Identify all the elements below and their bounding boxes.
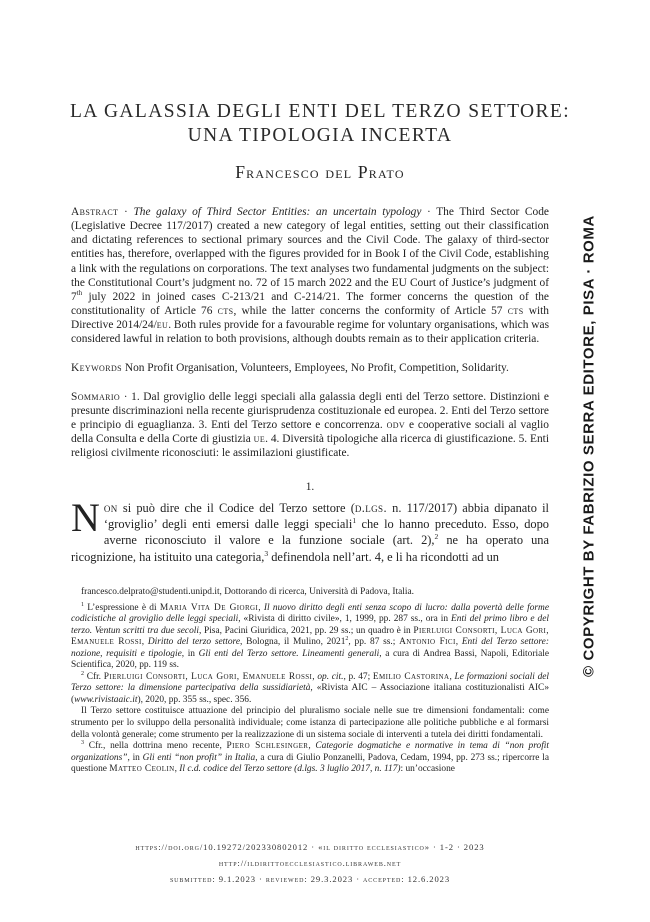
fn-work-title: Le formazioni sociali del Terzo settore: la dimensione partecipativa della sussidiarietà [71,671,550,694]
keywords [71,361,549,375]
fn-text: , [455,637,462,648]
author-email: francesco.delprato@studenti.unipd.it, Dottorando di ricerca, Università di Padova, Italia. [81,587,415,597]
footnote-ref-1[interactable]: 1 [352,516,357,526]
body-paragraph [71,495,550,565]
summary-text-2: e cooperative sociali al vaglio della Consulta e della Corte di giustizia [71,419,549,446]
abstract [71,205,549,347]
fn-author: Maria Vita De Giorgi [159,602,259,613]
fn-text: , «Rivista AIC – Associazione italiana costituzionalisti AIC» ( [71,683,550,705]
abstract-text-5: . Both rules provide for a favourable regime for voluntary organisations, which was considered lawful in relation to both provisions, although doubts remain as to their application criteria. [71,319,550,346]
body-text-1: si può dire che il Codice del Terzo settore ( [117,501,355,515]
doi-line[interactable]: https://doi.org/10.19272/202330802012 · «il diritto ecclesiastico» · 1-2 · 2023 [135,842,485,852]
fn-url[interactable]: www.rivistaaic.it [74,694,138,705]
fn-text: , in [181,648,199,659]
fn-text: , Pisa, Pacini Giuridica, 2021, pp. 29 ss.; un quadro è in [199,625,414,636]
abstract-text-2: july 2022 in joined cases C-213/21 and C-214/21. The former concerns the question of the constitutionality of Article 76 [71,290,549,318]
journal-url[interactable]: http://ildirittoecclesiastico.libraweb.net [218,858,402,868]
article-title [50,100,590,148]
fn-edition-sup: 2 [345,636,349,643]
fn-text: , «Rivista di diritto civile», 1, 1999, pp. 287 ss., ora in [238,614,452,625]
body-text-4: ne ha operato una ricognizione, ha istituito una categoria, [71,533,549,564]
footnote-1 [71,603,549,672]
abbr-cts: cts [507,305,524,318]
fn-text: : un’occasione [400,764,455,775]
title-line-1: LA GALASSIA DEGLI ENTI DEL TERZO SETTORE: [69,101,571,122]
fn-author: Antonio Fici [399,637,456,648]
fn-work-title: Diritto del terzo settore [147,637,241,648]
fn-author: Pierluigi Consorti, Luca Gori, Emanuele Rossi [71,625,549,648]
fn-work-title: op. cit. [317,671,344,682]
copyright-text: © COPYRIGHT BY FABRIZIO SERRA EDITORE, PISA · ROMA [580,215,598,677]
ordinal-suffix: th [76,289,83,298]
fn-text: , [312,671,318,682]
keywords-label: Keywords [71,362,122,374]
fn-text: , [449,671,455,682]
fn-work-title: Enti del primo libro e del terzo. Ventun scritti tra due secoli [71,614,550,636]
body-text-3: che lo hanno preceduto. Esso, dopo averne riconosciuto il valore e la funzione sociale (art. 2), [103,517,549,548]
fn-work-title: Gli enti “non profit” in Italia [142,752,256,763]
fn-work-title: Il nuovo diritto degli enti senza scopo di lucro: dalla povertà delle forme codicistiche al groviglio delle leggi speciali [71,602,549,625]
title-line-2: UNA TIPOLOGIA INCERTA [187,125,453,146]
fn-text: , a cura di Andrea Bassi, Napoli, Editoriale Scientifica, 2020, pp. 119 ss. [71,648,550,671]
keywords-text: Non Profit Organisation, Volunteers, Employees, No Profit, Competition, Solidarity. [124,362,509,374]
body-smallcaps-start: on [103,501,118,515]
fn-work-title: Il c.d. codice del Terzo settore (d.lgs. 3 luglio 2017, n. 117) [179,764,401,775]
abbr-ue: ue [253,433,266,446]
footnote-3 [71,741,549,776]
fn-work-title: Enti del Terzo settore: nozione, requisiti e tipologie [71,637,549,659]
author-affiliation [71,587,549,599]
submission-dates: submitted: 9.1.2023 · reviewed: 29.3.2023 · accepted: 12.6.2023 [169,874,451,884]
fn-text: , [174,764,180,775]
abstract-text-3: , while the latter concerns the conformity of Article 57 [233,305,508,318]
fn-text: , [308,741,316,752]
fn-text: Cfr. [84,671,104,682]
footnote-3-number: 3 [81,739,84,746]
section-number: 1. [305,481,315,493]
fn-text: , [258,602,264,613]
summary-text-3: . 4. Diversità tipologiche alla ricerca di giustificazione. 5. Enti religiosi civilmente riconosciuti: le assimilazioni giustificate. [71,433,549,460]
summary [71,390,549,460]
footnote-ref-2[interactable]: 2 [434,532,439,542]
fn-author: Matteo Ceolin [109,764,175,775]
fn-text: , Bologna, il Mulino, 2021 [240,637,346,648]
page-footer [71,839,549,887]
abbr-cts: cts [217,305,234,318]
summary-label: Sommario [71,391,121,403]
fn-work-title: Gli enti del Terzo settore. Lineamenti generali [198,648,380,659]
summary-text-1: 1. Dal groviglio delle leggi speciali alla galassia degli enti del Terzo settore. Distinzioni e presunte discriminazioni nella recente giurisprudenza costituzionale ed europea. 2. Enti del Terzo settore e principio di eguaglianza. 3. Enti del Terzo settore e concorrenza. [71,391,549,432]
footnote-2-number: 2 [81,670,84,677]
footnote-2-continuation: Il Terzo settore costituisce attuazione del principio del pluralismo sociale nelle sue tre dimensioni fondamentali: come strumento per lo sviluppo della personalità individuale; come istanza di partecipazione alle politiche pubbliche e al formarsi della volontà generale; come strumento per la realizzazione di un sistema sociale di interventi a tutela dei diritti fondamentali. [71,706,549,740]
author-name: Francesco del Prato [235,162,405,182]
abbr-odv: odv [386,419,406,432]
body-text-5: definendola nell’art. 4, e li ha ricondotti ad un [268,549,499,564]
abstract-english-title: The galaxy of Third Sector Entities: an uncertain typology [133,206,422,218]
fn-text: , a cura di Giulio Ponzanelli, Padova, Cedam, 1994, pp. 273 ss.; ripercorre la questione [71,752,549,775]
fn-text: ), 2020, pp. 355 ss., spec. 356. [137,694,252,705]
abbr-eu: eu [156,319,169,332]
fn-text: , p. 47; [343,671,373,682]
fn-text: , in [127,752,143,763]
footnotes [71,587,549,776]
abstract-text-4: with Directive 2014/24/ [71,305,549,332]
footnote-1-number: 1 [81,601,84,608]
copyright-sidebar [579,215,599,677]
fn-author: Piero Schlesinger [226,741,309,752]
abstract-separator: · [118,206,134,218]
body-text-2: n. 117/2017) abbia dipanato il ‘groviglio’ degli enti emersi dalle leggi speciali [103,501,550,532]
footnote-2 [71,672,549,707]
summary-separator: · [120,391,132,403]
abbr-dlgs: d.lgs. [354,501,387,515]
abstract-label: Abstract [71,206,119,218]
abstract-text-1: The Third Sector Code (Legislative Decree 117/2017) created a new category of legal entities, setting out their classification and dictating references to sectional primary sources and the Civil Code. The galaxy of third-sector entities has, therefore, overlapped with the figures provided for in Book I of the Civil Code, establishing a link with the regulations on corporations. The text analyses two fundamental judgments on the subject: the Constitutional Court’s judgment no. 72 of 15 march 2022 and the EU Court of Justice’s judgment of 7 [71,206,549,303]
fn-text: , [141,637,148,648]
fn-work-title: Categorie dogmatiche e normative in tema di “non profit organizations” [71,741,550,763]
drop-cap: N [71,495,100,540]
fn-author: Emilio Castorina [372,671,450,682]
fn-text: Cfr., nella dottrina meno recente, [84,741,227,752]
fn-text: L’espressione è di [84,602,160,613]
fn-text: , pp. 87 ss.; [348,637,400,648]
footnote-ref-3[interactable]: 3 [264,548,269,558]
fn-author: Pierluigi Consorti, Luca Gori, Emanuele Rossi [103,671,313,682]
abstract-separator-2: · [421,206,437,218]
